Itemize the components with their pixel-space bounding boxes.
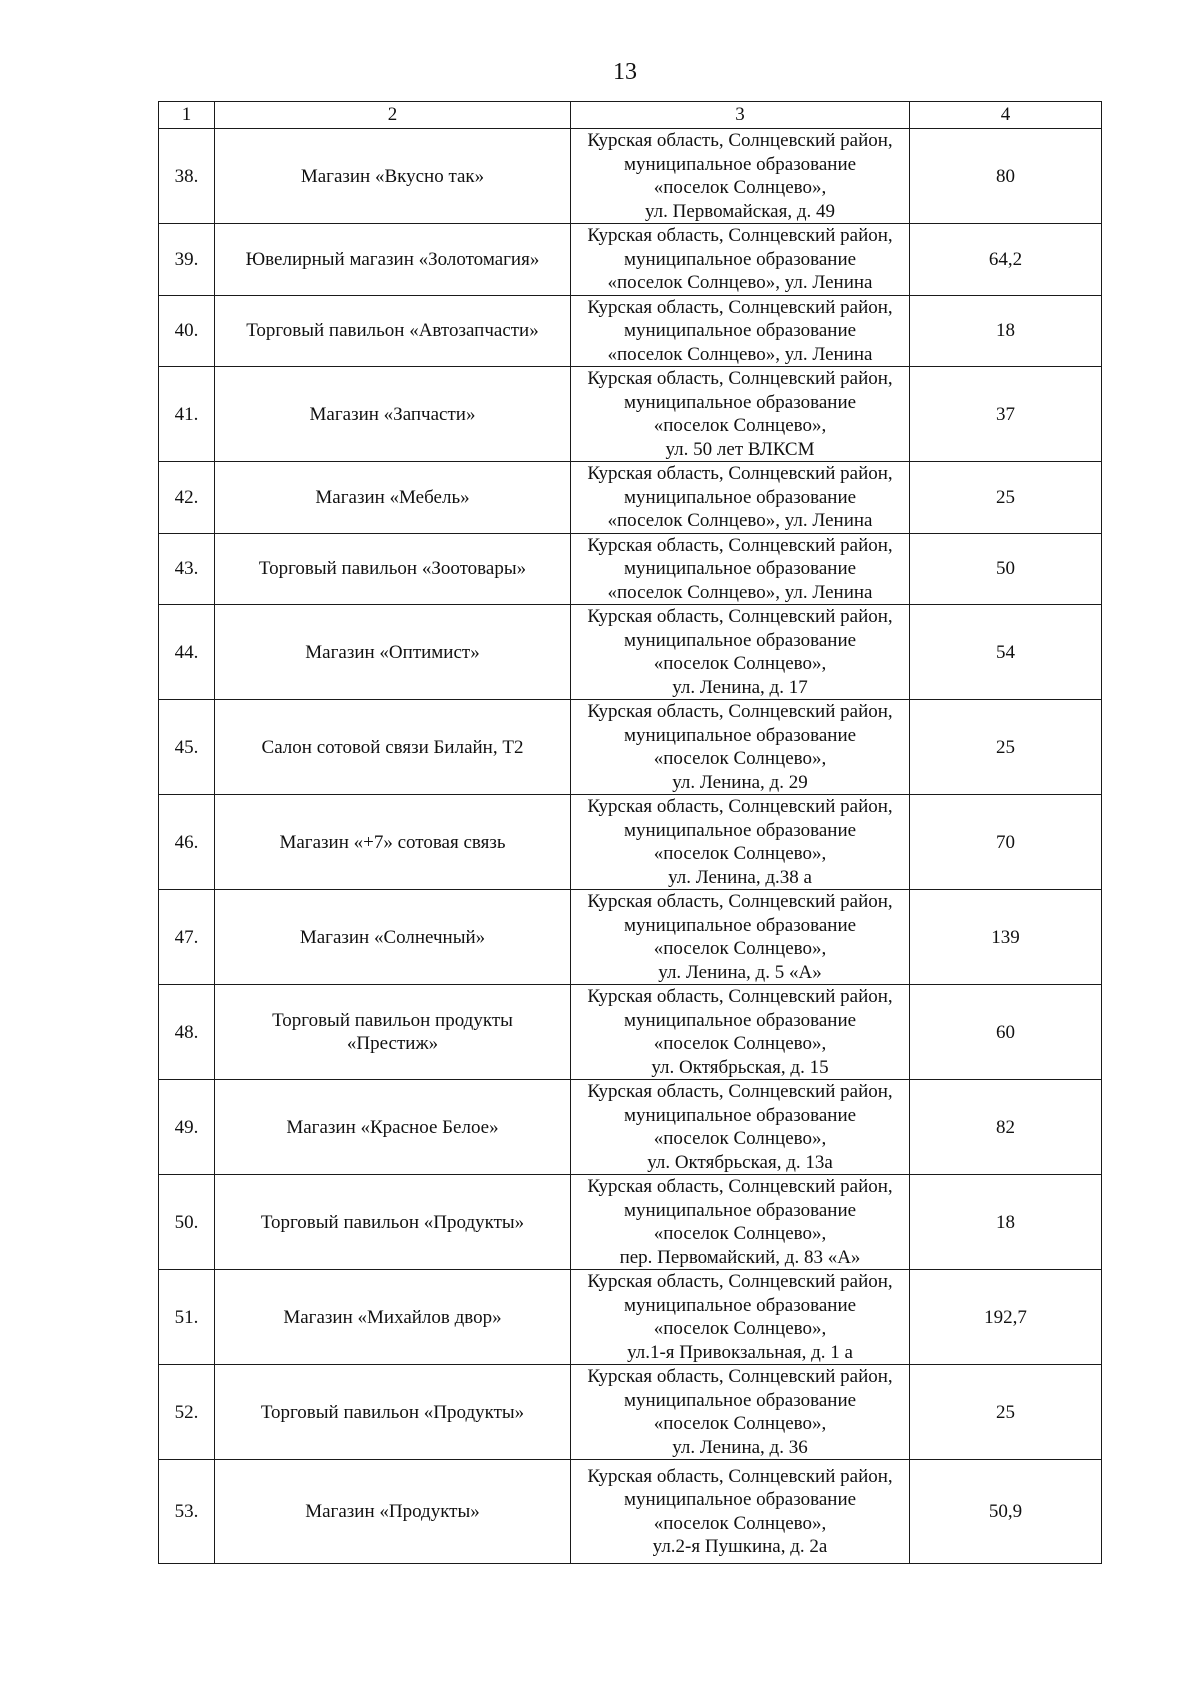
table-row <box>159 890 1102 985</box>
address-line: «поселок Солнцево», <box>653 843 827 864</box>
store-name: Магазин «Оптимист» <box>215 605 571 700</box>
store-address <box>571 1175 910 1270</box>
address-line: муниципальное образование <box>623 391 857 413</box>
address-line: ул. 50 лет ВЛКСМ <box>665 438 815 460</box>
table-row <box>159 1270 1102 1365</box>
address-line: ул. Октябрьская, д. 13а <box>647 1151 833 1173</box>
page-number: 13 <box>613 59 637 85</box>
address-line: «поселок Солнцево», ул. Ленина <box>607 510 873 531</box>
table-row <box>159 533 1102 605</box>
store-address <box>571 985 910 1080</box>
table-row <box>159 224 1102 296</box>
address-line: муниципальное образование <box>623 819 857 841</box>
store-address <box>571 1080 910 1175</box>
store-area: 18 <box>910 295 1102 367</box>
address-line: «поселок Солнцево», <box>653 415 827 436</box>
address-line: Курская область, Солнцевский район, <box>587 796 893 817</box>
address-line: муниципальное образование <box>623 1389 857 1411</box>
address-line: «поселок Солнцево», ул. Ленина <box>607 581 873 603</box>
address-line: «поселок Солнцево», <box>653 1413 827 1434</box>
store-address <box>571 367 910 462</box>
store-area: 70 <box>910 795 1102 890</box>
address-line: муниципальное образование <box>623 1104 857 1126</box>
column-header-3: 3 <box>571 102 910 129</box>
table-row <box>159 700 1102 795</box>
address-line: «поселок Солнцево», <box>653 1318 827 1339</box>
row-number: 48. <box>159 985 215 1080</box>
column-number-row <box>159 102 1102 129</box>
store-name: Магазин «Михайлов двор» <box>215 1270 571 1365</box>
store-name: Магазин «Запчасти» <box>215 367 571 462</box>
store-name: Магазин «+7» сотовая связь <box>215 795 571 890</box>
row-number: 50. <box>159 1175 215 1270</box>
store-name: Магазин «Продукты» <box>215 1460 571 1564</box>
store-address <box>571 795 910 890</box>
address-line: «поселок Солнцево», <box>653 1223 827 1244</box>
address-line: Курская область, Солнцевский район, <box>587 986 893 1007</box>
store-address <box>571 1460 910 1564</box>
address-line: муниципальное образование <box>623 248 857 270</box>
table-row <box>159 795 1102 890</box>
table-row <box>159 295 1102 367</box>
row-number: 46. <box>159 795 215 890</box>
column-header-2: 2 <box>215 102 571 129</box>
store-address <box>571 129 910 224</box>
address-line: ул. Ленина, д. 17 <box>672 676 808 698</box>
address-line: «поселок Солнцево», <box>653 177 827 198</box>
address-line: ул. Ленина, д.38 а <box>668 866 812 888</box>
store-name-line: Торговый павильон продукты <box>272 1010 513 1031</box>
table-row <box>159 605 1102 700</box>
address-line: муниципальное образование <box>623 320 857 341</box>
store-area: 25 <box>910 462 1102 534</box>
store-address <box>571 295 910 367</box>
row-number: 51. <box>159 1270 215 1365</box>
row-number: 47. <box>159 890 215 985</box>
store-area: 18 <box>910 1175 1102 1270</box>
address-line: Курская область, Солнцевский район, <box>587 225 893 246</box>
address-line: пер. Первомайский, д. 83 «А» <box>619 1246 861 1268</box>
address-line: «поселок Солнцево», <box>653 1128 827 1149</box>
store-name: Магазин «Солнечный» <box>215 890 571 985</box>
table-row <box>159 462 1102 534</box>
store-area: 25 <box>910 1365 1102 1460</box>
store-address <box>571 224 910 296</box>
store-name: Магазин «Вкусно так» <box>215 129 571 224</box>
address-line: Курская область, Солнцевский район, <box>587 1271 893 1292</box>
address-line: Курская область, Солнцевский район, <box>587 1465 893 1487</box>
address-line: муниципальное образование <box>623 1294 857 1316</box>
address-line: муниципальное образование <box>623 153 857 175</box>
address-line: «поселок Солнцево», <box>653 653 827 674</box>
row-number: 41. <box>159 367 215 462</box>
column-header-1: 1 <box>159 102 215 129</box>
address-line: Курская область, Солнцевский район, <box>587 1176 893 1197</box>
store-area: 25 <box>910 700 1102 795</box>
store-address <box>571 462 910 534</box>
row-number: 53. <box>159 1460 215 1564</box>
address-line: ул. Октябрьская, д. 15 <box>651 1056 829 1078</box>
address-line: ул.1-я Привокзальная, д. 1 а <box>627 1341 853 1363</box>
address-line: Курская область, Солнцевский район, <box>587 463 893 484</box>
address-line: Курская область, Солнцевский район, <box>587 368 893 389</box>
address-line: ул. Ленина, д. 36 <box>672 1436 808 1458</box>
address-line: Курская область, Солнцевский район, <box>587 130 893 151</box>
row-number: 49. <box>159 1080 215 1175</box>
store-area: 139 <box>910 890 1102 985</box>
registry-table <box>158 101 1102 1564</box>
store-address <box>571 890 910 985</box>
address-line: муниципальное образование <box>623 1489 857 1510</box>
address-line: Курская область, Солнцевский район, <box>587 701 893 722</box>
table-row <box>159 1080 1102 1175</box>
store-name: Торговый павильон «Автозапчасти» <box>215 295 571 367</box>
store-address <box>571 1365 910 1460</box>
store-name: Ювелирный магазин «Золотомагия» <box>215 224 571 296</box>
address-line: муниципальное образование <box>623 1199 857 1221</box>
store-name: Торговый павильон «Зоотовары» <box>215 533 571 605</box>
row-number: 39. <box>159 224 215 296</box>
table-row <box>159 985 1102 1080</box>
row-number: 43. <box>159 533 215 605</box>
table-row <box>159 1175 1102 1270</box>
address-line: Курская область, Солнцевский район, <box>587 534 893 556</box>
row-number: 42. <box>159 462 215 534</box>
address-line: ул. Первомайская, д. 49 <box>645 200 835 222</box>
store-name: Торговый павильон «Продукты» <box>215 1365 571 1460</box>
row-number: 44. <box>159 605 215 700</box>
address-line: «поселок Солнцево», ул. Ленина <box>607 272 873 293</box>
address-line: «поселок Солнцево», <box>653 1033 827 1054</box>
store-name: Торговый павильон «Продукты» <box>215 1175 571 1270</box>
address-line: муниципальное образование <box>623 1009 857 1031</box>
store-area: 37 <box>910 367 1102 462</box>
address-line: ул.2-я Пушкина, д. 2а <box>652 1536 828 1557</box>
address-line: муниципальное образование <box>623 558 857 579</box>
store-address <box>571 700 910 795</box>
store-area: 192,7 <box>910 1270 1102 1365</box>
address-line: «поселок Солнцево», ул. Ленина <box>607 343 873 365</box>
store-area: 50,9 <box>910 1460 1102 1564</box>
store-address <box>571 1270 910 1365</box>
address-line: «поселок Солнцево», <box>653 1512 827 1534</box>
store-area: 64,2 <box>910 224 1102 296</box>
row-number: 52. <box>159 1365 215 1460</box>
address-line: Курская область, Солнцевский район, <box>587 891 893 912</box>
row-number: 38. <box>159 129 215 224</box>
store-name: Салон сотовой связи Билайн, Т2 <box>215 700 571 795</box>
address-line: Курская область, Солнцевский район, <box>587 1366 893 1387</box>
table-body <box>159 129 1102 1564</box>
address-line: ул. Ленина, д. 29 <box>672 771 808 793</box>
store-area: 82 <box>910 1080 1102 1175</box>
address-line: муниципальное образование <box>623 914 857 936</box>
store-area: 50 <box>910 533 1102 605</box>
address-line: Курская область, Солнцевский район, <box>587 1081 893 1102</box>
table-row <box>159 367 1102 462</box>
store-area: 60 <box>910 985 1102 1080</box>
table-row <box>159 1365 1102 1460</box>
row-number: 40. <box>159 295 215 367</box>
store-address <box>571 533 910 605</box>
store-name-line: «Престиж» <box>346 1033 439 1054</box>
address-line: муниципальное образование <box>623 486 857 508</box>
address-line: муниципальное образование <box>623 724 857 746</box>
store-name: Магазин «Красное Белое» <box>215 1080 571 1175</box>
address-line: «поселок Солнцево», <box>653 748 827 769</box>
row-number: 45. <box>159 700 215 795</box>
address-line: Курская область, Солнцевский район, <box>587 296 893 318</box>
store-area: 80 <box>910 129 1102 224</box>
store-name <box>215 985 571 1080</box>
store-name: Магазин «Мебель» <box>215 462 571 534</box>
table-row <box>159 1460 1102 1564</box>
address-line: «поселок Солнцево», <box>653 938 827 959</box>
address-line: ул. Ленина, д. 5 «А» <box>658 961 822 983</box>
store-area: 54 <box>910 605 1102 700</box>
table-row <box>159 129 1102 224</box>
column-header-4: 4 <box>910 102 1102 129</box>
address-line: муниципальное образование <box>623 629 857 651</box>
store-address <box>571 605 910 700</box>
address-line: Курская область, Солнцевский район, <box>587 606 893 627</box>
